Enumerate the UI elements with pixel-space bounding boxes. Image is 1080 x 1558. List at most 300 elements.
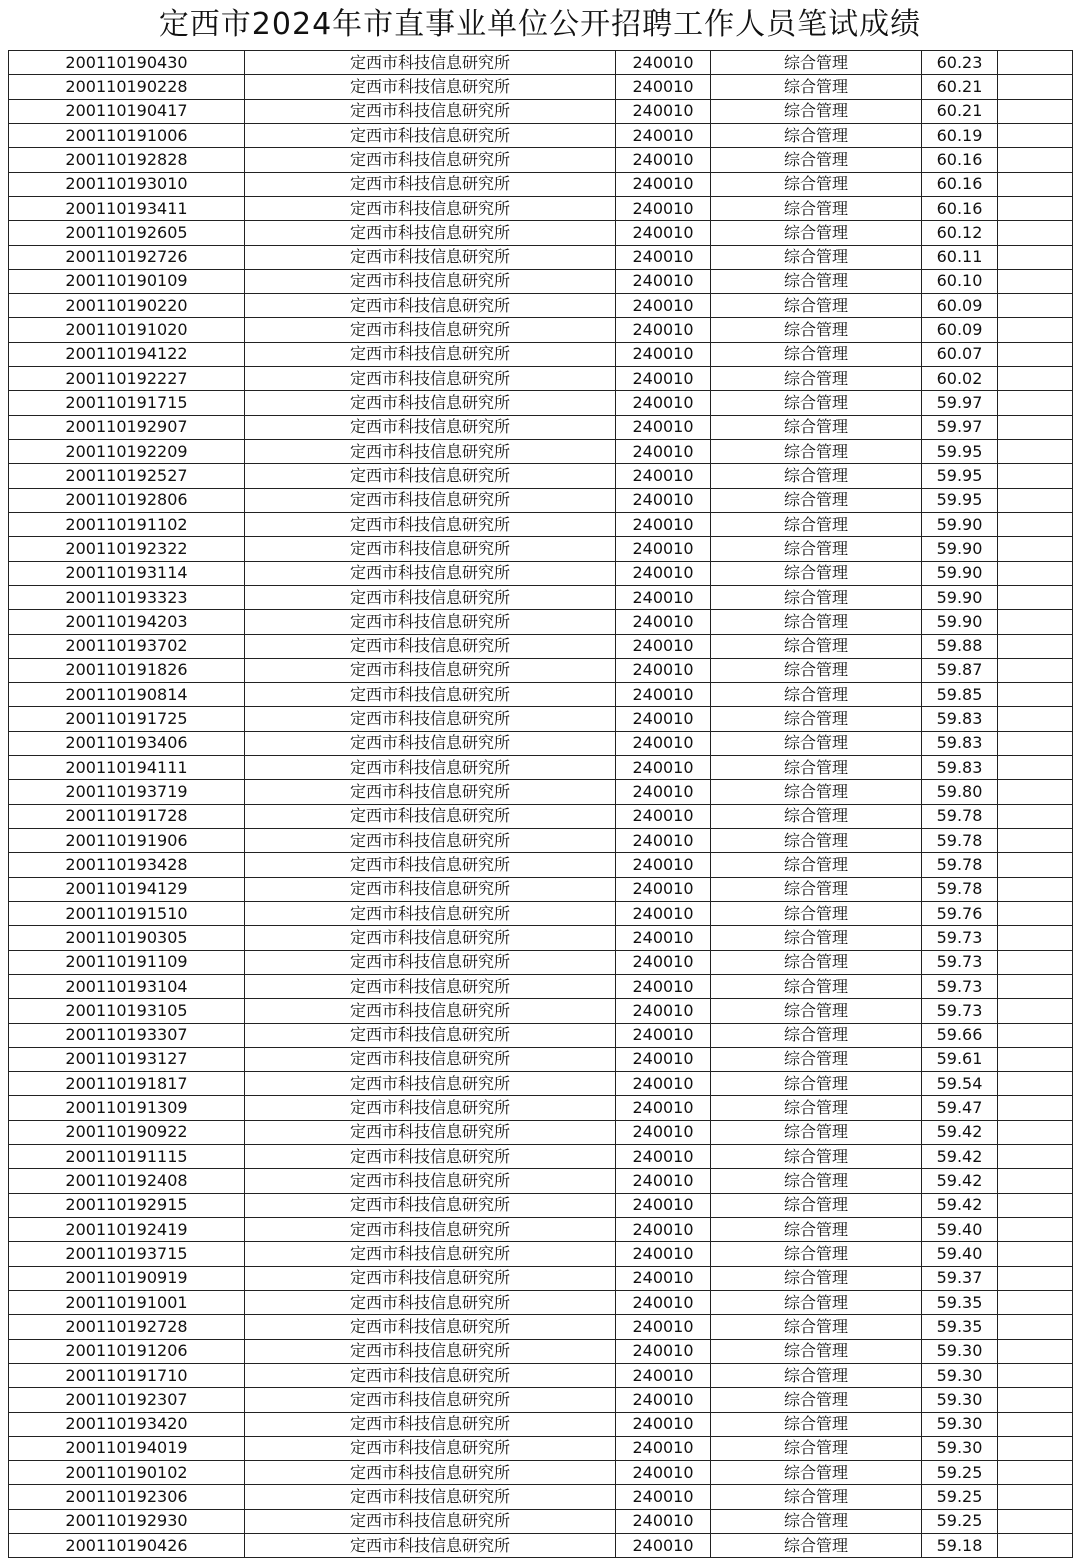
position-name-cell: 综合管理 <box>711 75 922 99</box>
position-code-cell: 240010 <box>616 1193 711 1217</box>
exam-number-cell: 200110191817 <box>9 1072 245 1096</box>
table-row <box>9 172 1073 196</box>
table-row <box>9 148 1073 172</box>
remark-cell <box>998 731 1073 755</box>
table-row <box>9 926 1073 950</box>
employer-cell: 定西市科技信息研究所 <box>245 318 616 342</box>
position-code-cell: 240010 <box>616 196 711 220</box>
score-cell: 59.90 <box>922 537 998 561</box>
position-name-cell: 综合管理 <box>711 537 922 561</box>
score-cell: 60.21 <box>922 99 998 123</box>
table-row <box>9 537 1073 561</box>
position-name-cell: 综合管理 <box>711 877 922 901</box>
employer-cell: 定西市科技信息研究所 <box>245 1193 616 1217</box>
remark-cell <box>998 926 1073 950</box>
remark-cell <box>998 780 1073 804</box>
exam-number-cell: 200110193105 <box>9 999 245 1023</box>
exam-number-cell: 200110192806 <box>9 488 245 512</box>
score-cell: 59.42 <box>922 1193 998 1217</box>
score-cell: 59.90 <box>922 512 998 536</box>
employer-cell: 定西市科技信息研究所 <box>245 1266 616 1290</box>
remark-cell <box>998 318 1073 342</box>
exam-number-cell: 200110191906 <box>9 829 245 853</box>
position-code-cell: 240010 <box>616 756 711 780</box>
exam-number-cell: 200110191715 <box>9 391 245 415</box>
position-code-cell: 240010 <box>616 440 711 464</box>
remark-cell <box>998 1096 1073 1120</box>
score-cell: 59.83 <box>922 731 998 755</box>
position-name-cell: 综合管理 <box>711 1534 922 1558</box>
remark-cell <box>998 634 1073 658</box>
employer-cell: 定西市科技信息研究所 <box>245 804 616 828</box>
employer-cell: 定西市科技信息研究所 <box>245 950 616 974</box>
exam-number-cell: 200110190919 <box>9 1266 245 1290</box>
position-code-cell: 240010 <box>616 391 711 415</box>
exam-number-cell: 200110192828 <box>9 148 245 172</box>
exam-number-cell: 200110193323 <box>9 585 245 609</box>
employer-cell: 定西市科技信息研究所 <box>245 123 616 147</box>
position-name-cell: 综合管理 <box>711 123 922 147</box>
position-code-cell: 240010 <box>616 731 711 755</box>
score-cell: 59.80 <box>922 780 998 804</box>
table-row <box>9 488 1073 512</box>
position-code-cell: 240010 <box>616 1315 711 1339</box>
employer-cell: 定西市科技信息研究所 <box>245 1218 616 1242</box>
position-name-cell: 综合管理 <box>711 1290 922 1314</box>
employer-cell: 定西市科技信息研究所 <box>245 51 616 75</box>
exam-number-cell: 200110192930 <box>9 1509 245 1533</box>
exam-number-cell: 200110192306 <box>9 1485 245 1509</box>
position-name-cell: 综合管理 <box>711 585 922 609</box>
employer-cell: 定西市科技信息研究所 <box>245 415 616 439</box>
position-code-cell: 240010 <box>616 974 711 998</box>
position-code-cell: 240010 <box>616 537 711 561</box>
table-row <box>9 99 1073 123</box>
position-name-cell: 综合管理 <box>711 1485 922 1509</box>
remark-cell <box>998 1509 1073 1533</box>
position-code-cell: 240010 <box>616 318 711 342</box>
table-row <box>9 294 1073 318</box>
remark-cell <box>998 488 1073 512</box>
employer-cell: 定西市科技信息研究所 <box>245 245 616 269</box>
score-cell: 59.35 <box>922 1315 998 1339</box>
remark-cell <box>998 99 1073 123</box>
score-cell: 59.73 <box>922 999 998 1023</box>
table-row <box>9 658 1073 682</box>
table-row <box>9 1169 1073 1193</box>
exam-number-cell: 200110192307 <box>9 1388 245 1412</box>
remark-cell <box>998 464 1073 488</box>
score-cell: 59.54 <box>922 1072 998 1096</box>
position-name-cell: 综合管理 <box>711 1242 922 1266</box>
position-code-cell: 240010 <box>616 1023 711 1047</box>
exam-number-cell: 200110192227 <box>9 367 245 391</box>
remark-cell <box>998 658 1073 682</box>
employer-cell: 定西市科技信息研究所 <box>245 512 616 536</box>
remark-cell <box>998 1315 1073 1339</box>
scores-table <box>8 50 1073 1558</box>
exam-number-cell: 200110194111 <box>9 756 245 780</box>
exam-number-cell: 200110193114 <box>9 561 245 585</box>
table-row <box>9 780 1073 804</box>
table-row <box>9 1120 1073 1144</box>
score-cell: 59.61 <box>922 1047 998 1071</box>
employer-cell: 定西市科技信息研究所 <box>245 342 616 366</box>
table-row <box>9 1436 1073 1460</box>
table-row <box>9 756 1073 780</box>
remark-cell <box>998 294 1073 318</box>
position-code-cell: 240010 <box>616 294 711 318</box>
position-name-cell: 综合管理 <box>711 756 922 780</box>
employer-cell: 定西市科技信息研究所 <box>245 148 616 172</box>
remark-cell <box>998 1461 1073 1485</box>
position-name-cell: 综合管理 <box>711 926 922 950</box>
table-row <box>9 464 1073 488</box>
position-name-cell: 综合管理 <box>711 901 922 925</box>
remark-cell <box>998 123 1073 147</box>
position-code-cell: 240010 <box>616 1169 711 1193</box>
remark-cell <box>998 440 1073 464</box>
table-row <box>9 342 1073 366</box>
table-row <box>9 1363 1073 1387</box>
score-cell: 59.78 <box>922 804 998 828</box>
exam-number-cell: 200110193428 <box>9 853 245 877</box>
position-name-cell: 综合管理 <box>711 707 922 731</box>
table-row <box>9 269 1073 293</box>
table-row <box>9 1534 1073 1558</box>
position-name-cell: 综合管理 <box>711 683 922 707</box>
score-cell: 59.95 <box>922 488 998 512</box>
employer-cell: 定西市科技信息研究所 <box>245 1461 616 1485</box>
table-row <box>9 51 1073 75</box>
score-cell: 60.16 <box>922 196 998 220</box>
exam-number-cell: 200110193702 <box>9 634 245 658</box>
table-row <box>9 1485 1073 1509</box>
employer-cell: 定西市科技信息研究所 <box>245 1509 616 1533</box>
position-code-cell: 240010 <box>616 683 711 707</box>
position-name-cell: 综合管理 <box>711 780 922 804</box>
employer-cell: 定西市科技信息研究所 <box>245 440 616 464</box>
exam-number-cell: 200110194203 <box>9 610 245 634</box>
employer-cell: 定西市科技信息研究所 <box>245 1023 616 1047</box>
position-name-cell: 综合管理 <box>711 1461 922 1485</box>
position-code-cell: 240010 <box>616 1072 711 1096</box>
employer-cell: 定西市科技信息研究所 <box>245 1412 616 1436</box>
exam-number-cell: 200110190430 <box>9 51 245 75</box>
position-code-cell: 240010 <box>616 512 711 536</box>
remark-cell <box>998 196 1073 220</box>
position-code-cell: 240010 <box>616 1388 711 1412</box>
score-cell: 59.88 <box>922 634 998 658</box>
score-cell: 60.11 <box>922 245 998 269</box>
score-cell: 59.83 <box>922 756 998 780</box>
scores-table-body <box>9 51 1073 1558</box>
table-row <box>9 1315 1073 1339</box>
score-cell: 59.83 <box>922 707 998 731</box>
exam-number-cell: 200110191102 <box>9 512 245 536</box>
exam-number-cell: 200110193127 <box>9 1047 245 1071</box>
exam-number-cell: 200110191309 <box>9 1096 245 1120</box>
table-row <box>9 1096 1073 1120</box>
score-cell: 59.25 <box>922 1509 998 1533</box>
score-cell: 60.23 <box>922 51 998 75</box>
remark-cell <box>998 683 1073 707</box>
position-code-cell: 240010 <box>616 1534 711 1558</box>
score-cell: 59.37 <box>922 1266 998 1290</box>
position-code-cell: 240010 <box>616 123 711 147</box>
position-name-cell: 综合管理 <box>711 1218 922 1242</box>
position-code-cell: 240010 <box>616 245 711 269</box>
remark-cell <box>998 415 1073 439</box>
score-cell: 59.25 <box>922 1461 998 1485</box>
employer-cell: 定西市科技信息研究所 <box>245 999 616 1023</box>
remark-cell <box>998 1145 1073 1169</box>
score-cell: 60.02 <box>922 367 998 391</box>
exam-number-cell: 200110191206 <box>9 1339 245 1363</box>
employer-cell: 定西市科技信息研究所 <box>245 707 616 731</box>
employer-cell: 定西市科技信息研究所 <box>245 634 616 658</box>
exam-number-cell: 200110191510 <box>9 901 245 925</box>
position-code-cell: 240010 <box>616 1218 711 1242</box>
employer-cell: 定西市科技信息研究所 <box>245 829 616 853</box>
position-code-cell: 240010 <box>616 172 711 196</box>
position-name-cell: 综合管理 <box>711 999 922 1023</box>
position-code-cell: 240010 <box>616 1290 711 1314</box>
table-row <box>9 1509 1073 1533</box>
score-cell: 59.40 <box>922 1242 998 1266</box>
exam-number-cell: 200110193715 <box>9 1242 245 1266</box>
table-row <box>9 829 1073 853</box>
exam-number-cell: 200110193719 <box>9 780 245 804</box>
position-code-cell: 240010 <box>616 634 711 658</box>
position-name-cell: 综合管理 <box>711 294 922 318</box>
table-row <box>9 683 1073 707</box>
remark-cell <box>998 1218 1073 1242</box>
position-code-cell: 240010 <box>616 1509 711 1533</box>
position-name-cell: 综合管理 <box>711 221 922 245</box>
employer-cell: 定西市科技信息研究所 <box>245 561 616 585</box>
score-cell: 59.78 <box>922 829 998 853</box>
page-title: 定西市2024年市直事业单位公开招聘工作人员笔试成绩 <box>158 7 922 42</box>
position-name-cell: 综合管理 <box>711 1047 922 1071</box>
score-cell: 59.95 <box>922 464 998 488</box>
exam-number-cell: 200110193411 <box>9 196 245 220</box>
employer-cell: 定西市科技信息研究所 <box>245 537 616 561</box>
position-code-cell: 240010 <box>616 488 711 512</box>
score-cell: 59.76 <box>922 901 998 925</box>
table-row <box>9 123 1073 147</box>
position-code-cell: 240010 <box>616 99 711 123</box>
remark-cell <box>998 853 1073 877</box>
score-cell: 59.18 <box>922 1534 998 1558</box>
position-code-cell: 240010 <box>616 853 711 877</box>
score-cell: 59.35 <box>922 1290 998 1314</box>
position-code-cell: 240010 <box>616 950 711 974</box>
position-code-cell: 240010 <box>616 1242 711 1266</box>
score-cell: 59.78 <box>922 877 998 901</box>
position-name-cell: 综合管理 <box>711 1315 922 1339</box>
remark-cell <box>998 148 1073 172</box>
exam-number-cell: 200110190109 <box>9 269 245 293</box>
remark-cell <box>998 1290 1073 1314</box>
remark-cell <box>998 221 1073 245</box>
remark-cell <box>998 391 1073 415</box>
table-row <box>9 1242 1073 1266</box>
position-code-cell: 240010 <box>616 877 711 901</box>
table-row <box>9 1266 1073 1290</box>
table-row <box>9 221 1073 245</box>
position-code-cell: 240010 <box>616 51 711 75</box>
exam-number-cell: 200110190922 <box>9 1120 245 1144</box>
score-cell: 59.95 <box>922 440 998 464</box>
exam-number-cell: 200110192209 <box>9 440 245 464</box>
position-name-cell: 综合管理 <box>711 148 922 172</box>
remark-cell <box>998 172 1073 196</box>
score-cell: 59.42 <box>922 1145 998 1169</box>
score-cell: 59.90 <box>922 561 998 585</box>
score-cell: 59.42 <box>922 1120 998 1144</box>
position-name-cell: 综合管理 <box>711 974 922 998</box>
exam-number-cell: 200110192527 <box>9 464 245 488</box>
remark-cell <box>998 1388 1073 1412</box>
position-name-cell: 综合管理 <box>711 391 922 415</box>
position-code-cell: 240010 <box>616 561 711 585</box>
remark-cell <box>998 950 1073 974</box>
remark-cell <box>998 1072 1073 1096</box>
position-name-cell: 综合管理 <box>711 853 922 877</box>
score-cell: 59.40 <box>922 1218 998 1242</box>
position-name-cell: 综合管理 <box>711 561 922 585</box>
employer-cell: 定西市科技信息研究所 <box>245 172 616 196</box>
exam-number-cell: 200110191115 <box>9 1145 245 1169</box>
employer-cell: 定西市科技信息研究所 <box>245 1047 616 1071</box>
employer-cell: 定西市科技信息研究所 <box>245 1290 616 1314</box>
exam-number-cell: 200110192322 <box>9 537 245 561</box>
remark-cell <box>998 245 1073 269</box>
position-code-cell: 240010 <box>616 926 711 950</box>
table-row <box>9 318 1073 342</box>
employer-cell: 定西市科技信息研究所 <box>245 731 616 755</box>
remark-cell <box>998 1266 1073 1290</box>
position-name-cell: 综合管理 <box>711 196 922 220</box>
position-code-cell: 240010 <box>616 1363 711 1387</box>
exam-number-cell: 200110193420 <box>9 1412 245 1436</box>
position-name-cell: 综合管理 <box>711 488 922 512</box>
position-code-cell: 240010 <box>616 1436 711 1460</box>
remark-cell <box>998 610 1073 634</box>
position-name-cell: 综合管理 <box>711 318 922 342</box>
table-row <box>9 634 1073 658</box>
table-row <box>9 974 1073 998</box>
score-cell: 60.12 <box>922 221 998 245</box>
position-name-cell: 综合管理 <box>711 512 922 536</box>
exam-number-cell: 200110192408 <box>9 1169 245 1193</box>
position-code-cell: 240010 <box>616 1339 711 1363</box>
remark-cell <box>998 1169 1073 1193</box>
employer-cell: 定西市科技信息研究所 <box>245 1242 616 1266</box>
exam-number-cell: 200110192907 <box>9 415 245 439</box>
score-cell: 59.78 <box>922 853 998 877</box>
position-name-cell: 综合管理 <box>711 342 922 366</box>
employer-cell: 定西市科技信息研究所 <box>245 1120 616 1144</box>
position-code-cell: 240010 <box>616 1047 711 1071</box>
position-code-cell: 240010 <box>616 1096 711 1120</box>
employer-cell: 定西市科技信息研究所 <box>245 367 616 391</box>
employer-cell: 定西市科技信息研究所 <box>245 780 616 804</box>
score-cell: 59.47 <box>922 1096 998 1120</box>
remark-cell <box>998 537 1073 561</box>
score-cell: 59.30 <box>922 1388 998 1412</box>
position-name-cell: 综合管理 <box>711 1023 922 1047</box>
employer-cell: 定西市科技信息研究所 <box>245 221 616 245</box>
position-name-cell: 综合管理 <box>711 1120 922 1144</box>
remark-cell <box>998 1339 1073 1363</box>
score-cell: 60.07 <box>922 342 998 366</box>
position-code-cell: 240010 <box>616 804 711 828</box>
score-cell: 59.73 <box>922 950 998 974</box>
remark-cell <box>998 901 1073 925</box>
remark-cell <box>998 1047 1073 1071</box>
position-name-cell: 综合管理 <box>711 464 922 488</box>
employer-cell: 定西市科技信息研究所 <box>245 877 616 901</box>
remark-cell <box>998 1023 1073 1047</box>
position-code-cell: 240010 <box>616 585 711 609</box>
employer-cell: 定西市科技信息研究所 <box>245 1169 616 1193</box>
position-code-cell: 240010 <box>616 999 711 1023</box>
position-name-cell: 综合管理 <box>711 1193 922 1217</box>
employer-cell: 定西市科技信息研究所 <box>245 488 616 512</box>
remark-cell <box>998 999 1073 1023</box>
position-code-cell: 240010 <box>616 901 711 925</box>
employer-cell: 定西市科技信息研究所 <box>245 756 616 780</box>
table-row <box>9 196 1073 220</box>
exam-number-cell: 200110190305 <box>9 926 245 950</box>
table-row <box>9 1412 1073 1436</box>
employer-cell: 定西市科技信息研究所 <box>245 1534 616 1558</box>
exam-number-cell: 200110194122 <box>9 342 245 366</box>
score-cell: 59.97 <box>922 415 998 439</box>
position-code-cell: 240010 <box>616 415 711 439</box>
table-row <box>9 245 1073 269</box>
employer-cell: 定西市科技信息研究所 <box>245 585 616 609</box>
remark-cell <box>998 1436 1073 1460</box>
employer-cell: 定西市科技信息研究所 <box>245 1072 616 1096</box>
exam-number-cell: 200110192728 <box>9 1315 245 1339</box>
employer-cell: 定西市科技信息研究所 <box>245 269 616 293</box>
position-code-cell: 240010 <box>616 221 711 245</box>
remark-cell <box>998 342 1073 366</box>
score-cell: 60.21 <box>922 75 998 99</box>
exam-number-cell: 200110190426 <box>9 1534 245 1558</box>
position-code-cell: 240010 <box>616 780 711 804</box>
position-name-cell: 综合管理 <box>711 367 922 391</box>
position-name-cell: 综合管理 <box>711 245 922 269</box>
employer-cell: 定西市科技信息研究所 <box>245 610 616 634</box>
table-row <box>9 1290 1073 1314</box>
exam-number-cell: 200110190220 <box>9 294 245 318</box>
exam-number-cell: 200110190102 <box>9 1461 245 1485</box>
score-cell: 59.90 <box>922 610 998 634</box>
position-name-cell: 综合管理 <box>711 269 922 293</box>
exam-number-cell: 200110194019 <box>9 1436 245 1460</box>
position-name-cell: 综合管理 <box>711 658 922 682</box>
position-name-cell: 综合管理 <box>711 950 922 974</box>
score-cell: 59.73 <box>922 974 998 998</box>
exam-number-cell: 200110192726 <box>9 245 245 269</box>
position-code-cell: 240010 <box>616 1412 711 1436</box>
employer-cell: 定西市科技信息研究所 <box>245 1388 616 1412</box>
score-cell: 59.66 <box>922 1023 998 1047</box>
